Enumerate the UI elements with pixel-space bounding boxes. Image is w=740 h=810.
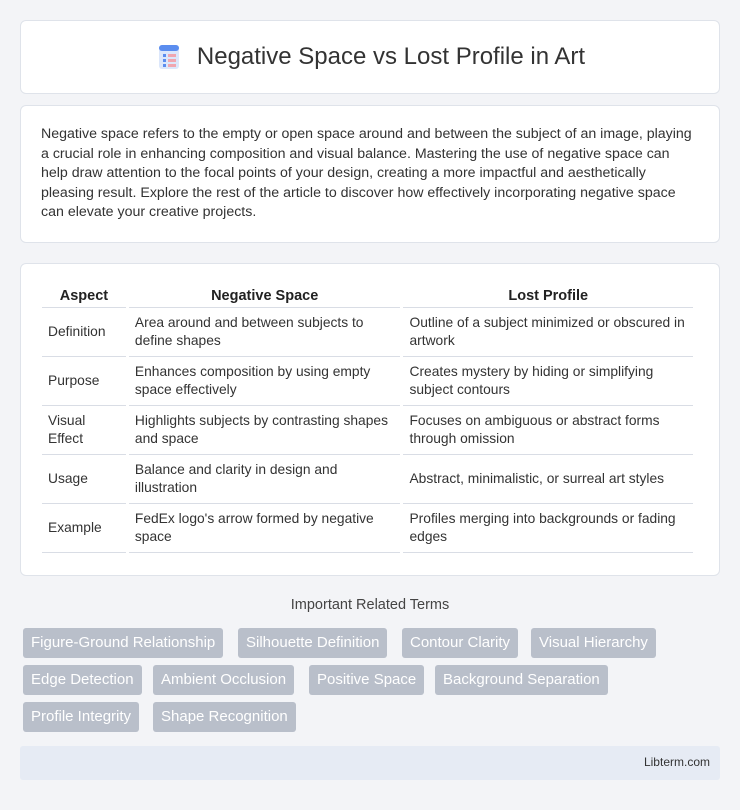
table-cell-lost-profile: Outline of a subject minimized or obscured in artwork (403, 308, 693, 357)
table-header-row (42, 284, 693, 308)
table-cell-aspect: Definition (42, 308, 126, 357)
table-row (42, 455, 693, 504)
table-row (42, 406, 693, 455)
table-cell-aspect: Usage (42, 455, 126, 504)
table-cell-negative-space: Highlights subjects by contrasting shapes and space (129, 406, 401, 455)
related-term-tag[interactable]: Positive Space (309, 665, 424, 695)
related-term-tag[interactable]: Visual Hierarchy (531, 628, 656, 658)
header-lost-profile: Lost Profile (403, 284, 693, 308)
intro-paragraph: Negative space refers to the empty or open space around and between the subject of an image, playing a crucial role in enhancing composition and visual balance. Mastering the use of negative space can help draw attention to the focal points of your design, creating a more impactful and aesthetically pleasing result. Explore the rest of the article to discover how effectively incorporating negative space can elevate your creative projects. (41, 126, 692, 220)
related-term-tag[interactable]: Ambient Occlusion (153, 665, 294, 695)
table-cell-negative-space: Area around and between subjects to define shapes (129, 308, 401, 357)
related-term-tag[interactable]: Figure-Ground Relationship (23, 628, 223, 658)
table-cell-negative-space: Enhances composition by using empty space effectively (129, 357, 401, 406)
document-list-icon (155, 43, 183, 71)
related-terms-heading: Important Related Terms (290, 597, 450, 613)
related-term-tag[interactable]: Shape Recognition (153, 702, 296, 732)
table-cell-lost-profile: Abstract, minimalistic, or surreal art styles (403, 455, 693, 504)
table-cell-aspect: Example (42, 504, 126, 553)
footer (20, 746, 720, 780)
related-term-tag[interactable]: Profile Integrity (23, 702, 139, 732)
comparison-table (39, 284, 696, 553)
header-negative-space: Negative Space (129, 284, 401, 308)
table-cell-lost-profile: Creates mystery by hiding or simplifying subject contours (403, 357, 693, 406)
intro-card (20, 105, 720, 243)
table-row (42, 504, 693, 553)
table-cell-lost-profile: Focuses on ambiguous or abstract forms through omission (403, 406, 693, 455)
table-cell-negative-space: Balance and clarity in design and illustration (129, 455, 401, 504)
table-cell-aspect: Purpose (42, 357, 126, 406)
comparison-table-card (20, 263, 720, 576)
table-row (42, 308, 693, 357)
title-card (20, 20, 720, 94)
footer-site-link[interactable]: Libterm.com (643, 755, 710, 769)
header-aspect: Aspect (42, 284, 126, 308)
related-term-tag[interactable]: Silhouette Definition (238, 628, 387, 658)
table-cell-negative-space: FedEx logo's arrow formed by negative space (129, 504, 401, 553)
page-title: Negative Space vs Lost Profile in Art (196, 43, 586, 70)
related-term-tag[interactable]: Contour Clarity (402, 628, 518, 658)
table-cell-lost-profile: Profiles merging into backgrounds or fading edges (403, 504, 693, 553)
table-cell-aspect: Visual Effect (42, 406, 126, 455)
table-row (42, 357, 693, 406)
related-term-tag[interactable]: Background Separation (435, 665, 608, 695)
related-term-tag[interactable]: Edge Detection (23, 665, 142, 695)
